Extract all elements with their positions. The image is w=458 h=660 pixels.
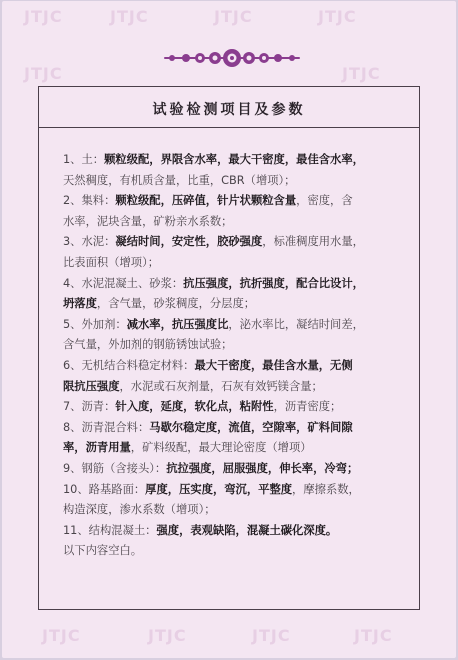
parameter-text-bold: 针入度，延度，软化点，粘附性	[115, 400, 274, 414]
parameter-line	[63, 150, 413, 171]
parameter-line	[63, 541, 413, 562]
parameter-line	[63, 253, 413, 274]
parameter-text: ，标准稠度用水量，	[262, 235, 364, 249]
watermark: JTJC	[342, 64, 381, 83]
parameter-line	[63, 356, 413, 377]
parameter-text: 6、无机结合料稳定材料：	[63, 358, 195, 372]
parameter-text-bold: 抗压强度，抗折强度，配合比设计，	[183, 276, 364, 290]
parameter-text: 比表面积（增项）；	[63, 255, 160, 269]
parameters-box	[38, 86, 420, 610]
watermark: JTJC	[318, 7, 357, 26]
parameter-line	[63, 459, 413, 480]
parameter-text-bold: 率，沥青用量	[63, 441, 131, 455]
parameter-line	[63, 171, 413, 192]
parameter-text: 天然稠度，有机质含量，比重，CBR（增项）；	[63, 173, 296, 187]
parameter-line	[63, 191, 413, 212]
parameter-text: ，水泥或石灰剂量，石灰有效钙镁含量；	[119, 379, 323, 393]
parameter-text-bold: 抗拉强度，屈服强度，伸长率，冷弯；	[166, 461, 359, 475]
parameter-text-bold: 强度，表观缺陷，混凝土碳化深度。	[156, 523, 338, 537]
parameter-text: 水率，泥块含量，矿粉亲水系数；	[63, 214, 233, 228]
parameter-text-bold: 最大干密度，最佳含水量，无侧	[194, 358, 353, 372]
parameter-line	[63, 377, 413, 398]
parameter-line	[63, 521, 413, 542]
parameter-text: 4、水泥混凝土、砂浆：	[63, 276, 184, 290]
parameter-line	[63, 500, 413, 521]
parameter-text: 10、路基路面：	[63, 482, 146, 496]
parameter-line	[63, 294, 413, 315]
parameter-line	[63, 397, 413, 418]
parameter-text: 构造深度，渗水系数（增项）；	[63, 503, 216, 517]
watermark: JTJC	[24, 7, 63, 26]
parameter-text: 以下内容空白。	[63, 544, 143, 558]
parameter-text: 1、土：	[63, 153, 105, 166]
parameter-line	[63, 212, 413, 233]
watermark: JTJC	[24, 64, 63, 83]
parameter-text-bold: 厚度，压实度，弯沉，平整度	[145, 482, 293, 496]
document-page	[2, 1, 456, 658]
parameter-text: 8、沥青混合料：	[63, 420, 150, 434]
floral-ornament-icon	[162, 47, 302, 69]
parameter-text-bold: 马歇尔稳定度，流值，空隙率，矿料间隙	[149, 420, 353, 434]
watermark: JTJC	[354, 626, 393, 645]
parameter-text: ，沥青密度；	[273, 400, 342, 414]
watermark: JTJC	[42, 626, 81, 645]
watermark: JTJC	[214, 7, 253, 26]
watermark: JTJC	[148, 626, 187, 645]
parameter-text: 5、外加剂：	[63, 317, 127, 331]
parameter-text: 7、沥青：	[63, 400, 116, 414]
parameter-text: ，含气量，砂浆稠度，分层度；	[96, 297, 256, 311]
parameter-text: 11、结构混凝土：	[63, 523, 157, 537]
parameter-text: 9、钢筋（含接头）：	[63, 461, 167, 475]
parameter-text-bold: 颗粒级配，界限含水率，最大干密度，最佳含水率，	[104, 153, 364, 166]
parameter-text-bold: 颗粒级配，压碎值，针片状颗粒含量	[115, 194, 297, 208]
parameter-line	[63, 418, 413, 439]
title-divider	[39, 127, 419, 128]
parameter-text: 3、水泥：	[63, 235, 116, 249]
parameter-line	[63, 438, 413, 459]
parameter-line	[63, 335, 413, 356]
parameters-list	[63, 150, 413, 562]
page-title: 试验检测项目及参数	[152, 102, 306, 118]
watermark: JTJC	[252, 626, 291, 645]
watermark: JTJC	[110, 7, 149, 26]
parameter-text: ，摩擦系数，	[292, 482, 360, 496]
parameter-text: ，泌水率比，凝结时间差，	[228, 317, 364, 331]
parameter-text: ，密度，含	[296, 194, 353, 208]
parameter-text: 含气量，外加剂的钢筋锈蚀试验；	[63, 338, 233, 352]
parameter-line	[63, 232, 413, 253]
parameter-line	[63, 315, 413, 336]
parameter-text: ，矿料级配，最大理论密度（增项）	[130, 441, 312, 455]
parameter-text-bold: 坍落度	[63, 297, 97, 311]
parameter-line	[63, 274, 413, 295]
parameter-text-bold: 凝结时间，安定性，胶砂强度	[115, 235, 263, 249]
parameter-text: 2、集料：	[63, 194, 116, 208]
parameter-text-bold: 限抗压强度	[63, 379, 120, 393]
parameter-text-bold: 减水率，抗压强度比	[126, 317, 229, 331]
parameter-line	[63, 480, 413, 501]
